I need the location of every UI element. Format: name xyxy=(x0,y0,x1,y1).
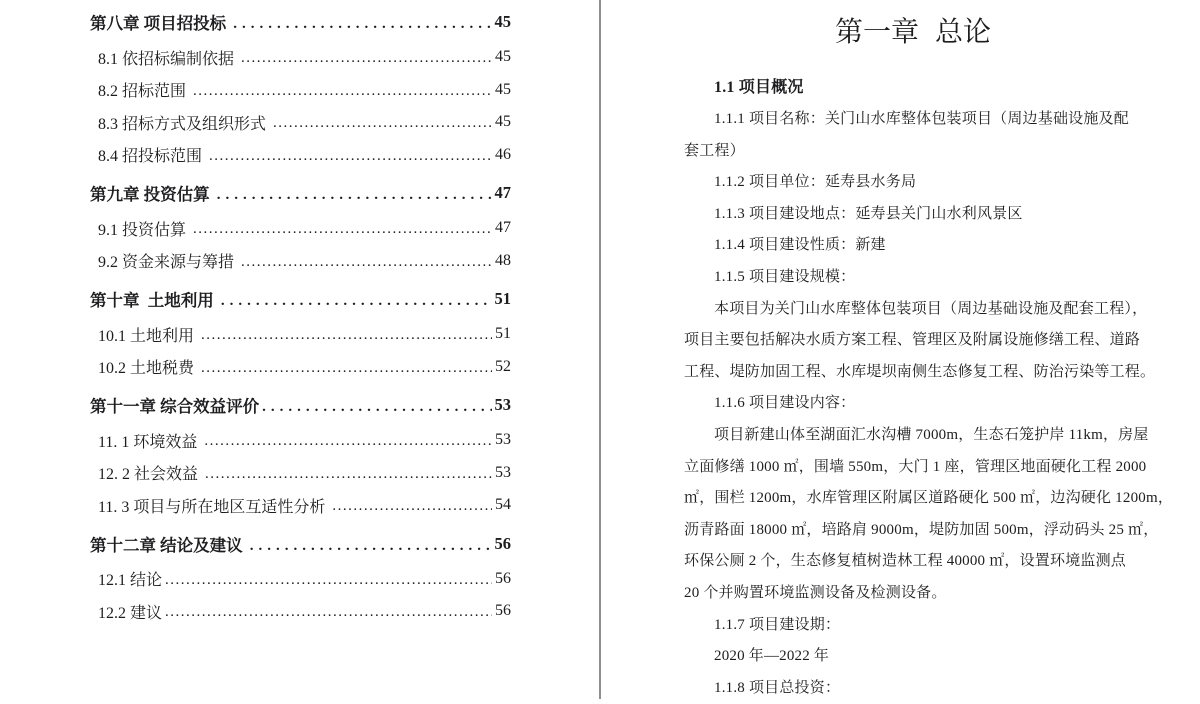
toc-entry-label: 第八章 项目招投标 xyxy=(90,14,231,33)
toc-entry xyxy=(90,489,511,522)
toc-leader-dots xyxy=(241,253,492,271)
toc-entry-label: 9.2 资金来源与筹措 xyxy=(98,254,239,272)
toc-leader-dots xyxy=(165,603,492,621)
toc-entry xyxy=(90,41,511,74)
toc-entry-label: 第十章 土地利用 xyxy=(90,291,218,310)
chapter-title: 第一章 总论 xyxy=(834,17,991,48)
doc-line: 本项目为关门山水库整体包装项目（周边基础设施及配套工程）， xyxy=(714,300,1148,317)
toc-entry xyxy=(90,351,511,384)
toc-entry-label: 12.1 结论 xyxy=(98,572,163,590)
doc-line: 工程、堤防加固工程、水库堤坝南侧生态修复工程、防治污染等工程。 xyxy=(684,363,1156,380)
doc-line: 1.1.2 项目单位：延寿县水务局 xyxy=(714,174,917,191)
toc-leader-dots xyxy=(201,359,492,377)
toc-entry-label: 第十一章 综合效益评价 xyxy=(90,397,260,416)
toc-entry-label: 12. 2 社会效益 xyxy=(98,466,203,484)
toc-page-number: 56 xyxy=(494,533,511,553)
toc-entry xyxy=(90,424,511,457)
toc-entry-label: 第十二章 结论及建议 xyxy=(90,535,247,555)
toc-leader-dots xyxy=(217,184,492,204)
doc-line: 1.1.4 项目建设性质：新建 xyxy=(714,237,886,254)
doc-line: 立面修缮 1000 ㎡，围墙 550m，大门 1 座，管理区地面硬化工程 2000 xyxy=(684,458,1147,475)
toc-page-number: 47 xyxy=(494,183,511,202)
doc-line: 1.1.7 项目建设期： xyxy=(714,616,841,633)
toc-leader-dots xyxy=(250,535,492,555)
toc-leader-dots xyxy=(165,571,492,589)
toc-leader-dots xyxy=(193,220,492,238)
toc-page-number: 53 xyxy=(494,395,511,414)
toc-entry-label: 8.2 招标范围 xyxy=(98,83,191,101)
toc-list xyxy=(90,6,511,628)
toc-entry xyxy=(90,6,511,38)
toc-leader-dots xyxy=(193,82,492,100)
toc-entry xyxy=(90,389,511,421)
toc-page-number: 56 xyxy=(495,569,511,587)
toc-leader-dots xyxy=(233,13,491,33)
toc-entry xyxy=(90,139,511,172)
doc-line: 20 个并购置环境监测设备及检测设备。 xyxy=(684,584,947,601)
toc-leader-dots xyxy=(201,326,492,344)
toc-page-number: 48 xyxy=(495,251,511,269)
toc-entry xyxy=(90,212,511,245)
toc-page-number: 51 xyxy=(494,289,511,308)
toc-page-number: 45 xyxy=(495,80,511,98)
toc-page-number: 54 xyxy=(495,496,511,514)
toc-leader-dots xyxy=(241,49,492,67)
doc-line: 1.1.1 项目名称：关门山水库整体包装项目（周边基础设施及配 xyxy=(714,111,1129,127)
toc-entry-label: 11. 3 项目与所在地区互适性分析 xyxy=(98,498,330,516)
toc-entry-label: 9.1 投资估算 xyxy=(98,221,191,239)
toc-page-number: 46 xyxy=(495,145,511,163)
toc-entry-label: 8.1 依招标编制依据 xyxy=(98,50,239,68)
toc-entry xyxy=(90,318,511,351)
toc-entry xyxy=(90,528,511,560)
toc-entry-label: 第九章 投资估算 xyxy=(90,185,214,204)
toc-page-number: 52 xyxy=(495,357,511,375)
toc-page-number: 45 xyxy=(495,48,511,66)
doc-line: ㎡，围栏 1200m，水库管理区附属区道路硬化 500 ㎡，边沟硬化 1200m， xyxy=(684,490,1174,507)
toc-entry-label: 12.2 建议 xyxy=(98,604,163,622)
toc-page-number: 45 xyxy=(495,113,511,131)
toc-entry xyxy=(90,283,511,315)
doc-line: 1.1.8 项目总投资： xyxy=(714,679,841,696)
toc-entry-label: 10.1 土地利用 xyxy=(98,327,199,345)
toc-leader-dots xyxy=(209,147,492,165)
toc-page-number: 51 xyxy=(495,325,511,343)
toc-page-number: 56 xyxy=(495,602,511,620)
doc-line: 沥青路面 18000 ㎡，培路肩 9000m，堤防加固 500m，浮动码头 25 ㎡， xyxy=(684,521,1159,538)
toc-page-number: 53 xyxy=(495,463,511,481)
doc-line: 2020 年—2022 年 xyxy=(714,648,830,665)
doc-line: 项目新建山体至湖面汇水沟槽 7000m，生态石笼护岸 11km，房屋 xyxy=(714,426,1149,443)
toc-entry-label: 8.4 招投标范围 xyxy=(98,148,207,166)
toc-entry xyxy=(90,563,511,596)
doc-line: 项目主要包括解决水质方案工程、管理区及附属设施修缮工程、道路 xyxy=(684,332,1141,349)
toc-leader-dots xyxy=(205,465,492,483)
toc-page-number: 53 xyxy=(495,431,511,449)
toc-leader-dots xyxy=(273,114,492,132)
chapter-body xyxy=(684,72,1174,704)
doc-line: 套工程） xyxy=(684,142,745,159)
doc-line: 1.1.3 项目建设地点：延寿县关门山水利风景区 xyxy=(714,205,1023,222)
toc-leader-dots xyxy=(262,396,491,416)
toc-entry xyxy=(90,74,511,107)
toc-entry xyxy=(90,245,511,278)
toc-entry xyxy=(90,595,511,628)
toc-entry-label: 11. 1 环境效益 xyxy=(98,433,202,451)
doc-line: 环保公厕 2 个，生态修复植树造林工程 40000 ㎡，设置环境监测点 xyxy=(684,553,1127,570)
toc-entry xyxy=(90,177,511,209)
toc-leader-dots xyxy=(204,432,492,450)
toc-entry xyxy=(90,457,511,490)
doc-line: 1.1 项目概况 xyxy=(714,79,804,96)
toc-leader-dots xyxy=(332,497,492,515)
toc-entry-label: 8.3 招标方式及组织形式 xyxy=(98,115,271,133)
content-page xyxy=(601,0,1200,699)
doc-line: 1.1.6 项目建设内容： xyxy=(714,395,856,412)
toc-entry xyxy=(90,106,511,139)
toc-page-number: 47 xyxy=(495,219,511,237)
toc-leader-dots xyxy=(221,290,492,310)
toc-page xyxy=(0,0,599,699)
toc-entry-label: 10.2 土地税费 xyxy=(98,360,199,378)
doc-line: 1.1.5 项目建设规模： xyxy=(714,268,856,285)
toc-page-number: 45 xyxy=(494,12,511,31)
